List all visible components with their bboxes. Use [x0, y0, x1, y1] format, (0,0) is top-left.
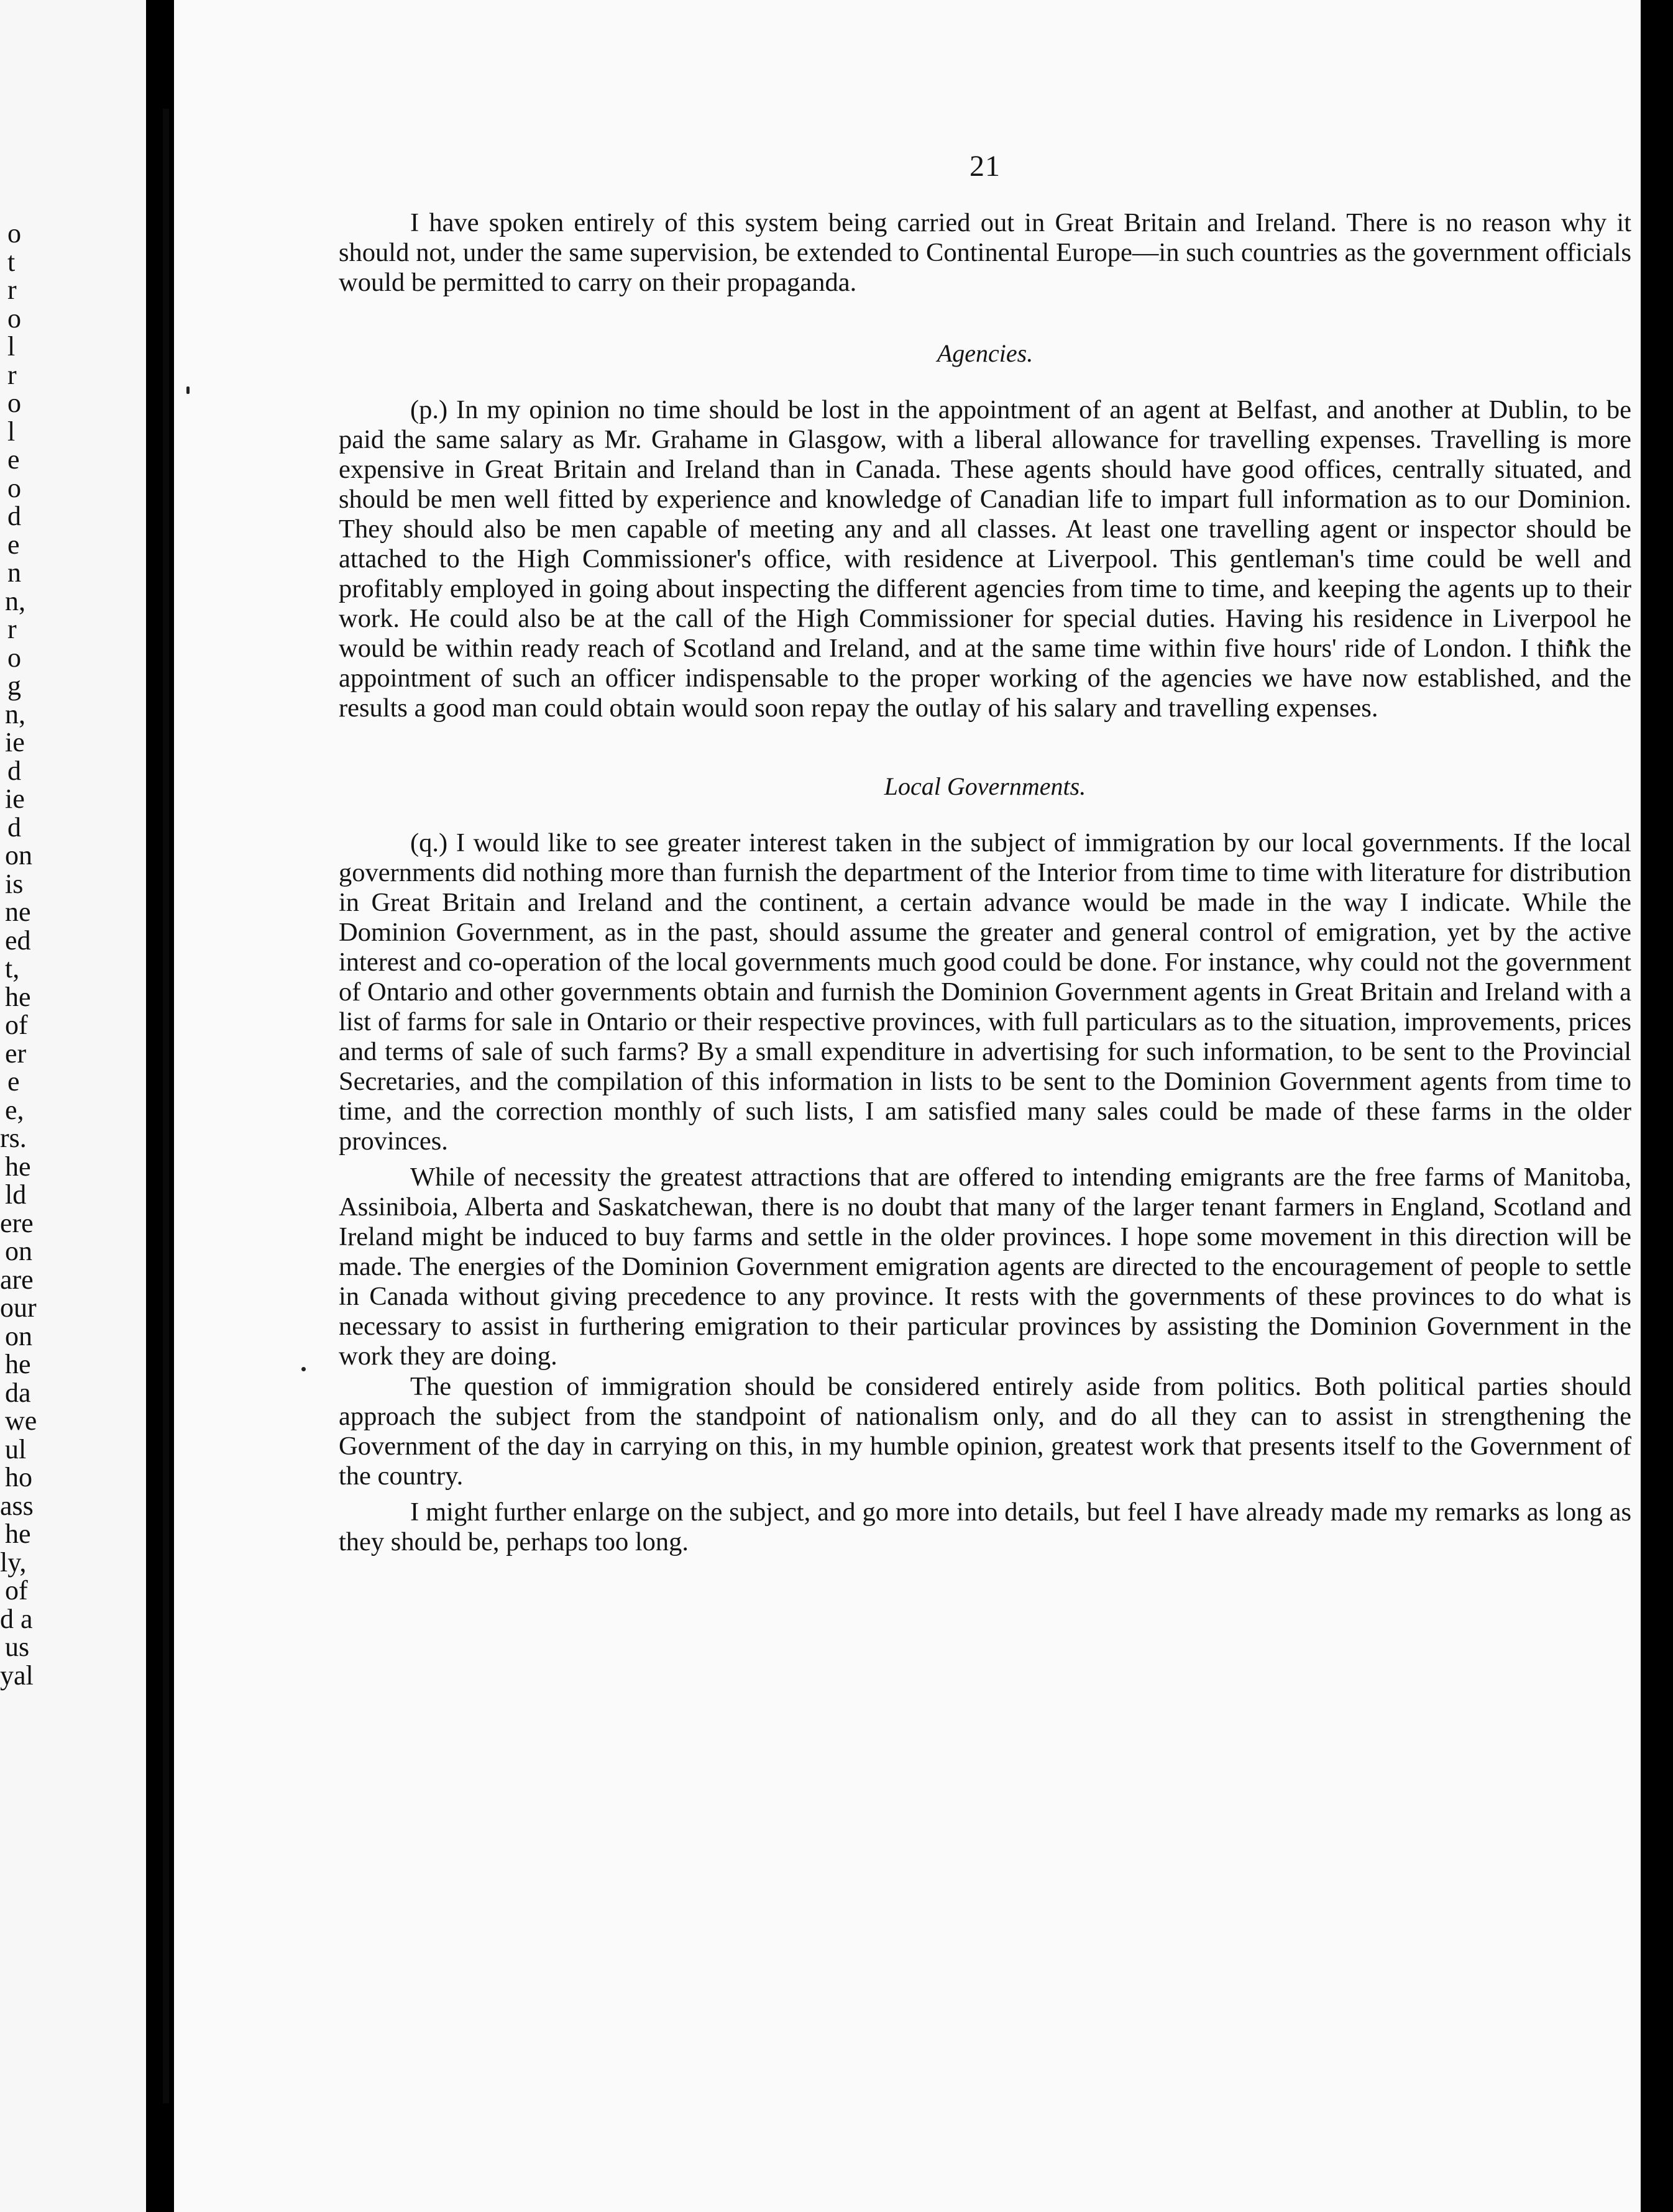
adjacent-page-fragment: ere: [0, 1207, 34, 1238]
local-governments-paragraph-3: The question of immigration should be considered entirely aside from politics. Both political parties should approach the subject from the standpoint of nationalism only, and do all they can to assist in strengthening the Government of the day in carrying on this, in my humble opinion, greatest work that presents itself to the Government of the country.: [339, 1371, 1631, 1491]
adjacent-page-fragment: o: [7, 388, 21, 418]
section-heading-local-governments: Local Governments.: [884, 772, 1086, 801]
adjacent-page-fragment: g: [7, 670, 21, 701]
adjacent-page-fragment: o: [7, 303, 21, 334]
intro-paragraph: I have spoken entirely of this system being carried out in Great Britain and Ireland. There is no reason why it should not, under the same supervision, be extended to Continental Europe—in such countries as the government officials would be permitted to carry on their propaganda.: [339, 208, 1631, 298]
adjacent-page-fragment: e: [7, 1066, 20, 1097]
adjacent-page-strip: [0, 0, 146, 2212]
adjacent-page-fragment: r: [7, 614, 17, 644]
adjacent-page-text-fragments: [0, 0, 146, 2212]
page-body: [339, 149, 1631, 1557]
document-page: [174, 0, 1641, 2212]
adjacent-page-fragment: of: [5, 1010, 28, 1040]
adjacent-page-fragment: are: [0, 1264, 34, 1295]
local-governments-paragraph-2: While of necessity the greatest attractions that are offered to intending emigrants are the free farms of Manitoba, Assiniboia, Alberta and Saskatchewan, there is no doubt that many of the larger tenant farmers in England, Scotland and Ireland might be induced to buy farms and settle in the older provinces. I hope some movement in this direction will be made. The energies of the Dominion Government emigration agents are directed to the encouragement of people to settle in Canada without giving precedence to any province. It rests with the governments of these provinces to do what is necessary to assist in furthering emigration to their particular provinces by assisting the Dominion Government in the work they are doing.: [339, 1163, 1631, 1371]
adjacent-page-fragment: ld: [5, 1179, 27, 1210]
adjacent-page-fragment: l: [7, 331, 16, 362]
adjacent-page-fragment: d: [7, 755, 21, 786]
adjacent-page-fragment: rs.: [0, 1123, 27, 1153]
adjacent-page-fragment: o: [7, 642, 21, 673]
adjacent-page-fragment: ie: [5, 727, 25, 757]
adjacent-page-fragment: er: [5, 1038, 27, 1069]
adjacent-page-fragment: da: [5, 1377, 31, 1408]
adjacent-page-fragment: l: [7, 416, 16, 447]
adjacent-page-fragment: he: [5, 1519, 31, 1549]
adjacent-page-fragment: on: [5, 1236, 32, 1266]
adjacent-page-fragment: d: [7, 501, 21, 531]
local-governments-paragraph-4: I might further enlarge on the subject, and go more into details, but feel I have already made my remarks as long as they should be, perhaps too long.: [339, 1497, 1631, 1556]
adjacent-page-fragment: n,: [5, 585, 25, 616]
adjacent-page-fragment: ly,: [0, 1547, 27, 1578]
print-speck: [301, 1367, 306, 1371]
adjacent-page-fragment: ie: [5, 784, 25, 814]
adjacent-page-fragment: t: [7, 246, 16, 277]
adjacent-page-fragment: ul: [5, 1433, 27, 1465]
adjacent-page-fragment: our: [0, 1292, 37, 1323]
adjacent-page-fragment: n,: [5, 698, 25, 729]
adjacent-page-fragment: we: [5, 1405, 37, 1436]
adjacent-page-fragment: ass: [0, 1490, 34, 1521]
adjacent-page-fragment: on: [5, 1320, 32, 1351]
agencies-paragraph: (p.) In my opinion no time should be lost in the appointment of an agent at Belfast, and another at Dublin, to be paid the same salary as Mr. Grahame in Glasgow, with a liberal allowance for travelling expenses. Travelling is more expensive in Great Britain and Ireland than in Canada. These agents should have good offices, centrally situated, and should be men well fitted by experience and knowledge of Canadian life to impart full information as to our Dominion. They should also be men capable of meeting any and all classes. At least one travelling agent or inspector should be attached to the High Commissioner's office, with residence at Liverpool. This gentleman's time could be well and profitably employed in going about inspecting the different agencies from time to time, and keeping the agents up to their work. He could also be at the call of the High Commissioner for special duties. Having his residence in Liverpool he would be within ready reach of Scotland and Ireland, and at the same time within five hours' ride of London. I think the appointment of such an officer indispensable to the proper working of the agencies we have now established, and the results a good man could obtain would soon repay the outlay of his salary and travelling expenses.: [339, 395, 1631, 723]
adjacent-page-fragment: he: [5, 981, 31, 1012]
page-number: 21: [969, 150, 1001, 183]
adjacent-page-fragment: e: [7, 529, 20, 560]
adjacent-page-fragment: r: [7, 359, 17, 390]
adjacent-page-fragment: ho: [5, 1462, 32, 1492]
adjacent-page-fragment: he: [5, 1151, 31, 1182]
adjacent-page-fragment: r: [7, 275, 17, 305]
adjacent-page-fragment: e,: [5, 1094, 24, 1125]
adjacent-page-fragment: us: [5, 1632, 30, 1662]
adjacent-page-fragment: t,: [5, 953, 20, 984]
adjacent-page-fragment: on: [5, 840, 32, 871]
section-heading-agencies: Agencies.: [937, 339, 1034, 368]
local-governments-paragraph-1: (q.) I would like to see greater interest taken in the subject of immigration by our local governments. If the local governments did nothing more than furnish the department of the Interior from time to time with literature for distribution in Great Britain and Ireland and the continent, a certain advance would be made in the way I indicate. While the Dominion Government, as in the past, should assume the greater and general control of emigration, yet by the active interest and co-operation of the local governments much good could be done. For instance, why could not the government of Ontario and other governments obtain and furnish the Dominion Government agents in Great Britain and Ireland with a list of farms for sale in Ontario or their respective provinces, with full particulars as to the situation, improvements, prices and terms of sale of such farms? By a small expenditure in advertising for such information, to be sent to the Provincial Secretaries, and the compilation of this information in lists to be sent to the Dominion Government agents from time to time, and the correction monthly of such lists, I am satisfied many sales could be made of these farms in the older provinces.: [339, 828, 1631, 1156]
page-gutter: [163, 109, 169, 2103]
adjacent-page-fragment: ed: [5, 925, 31, 956]
adjacent-page-fragment: o: [7, 218, 21, 249]
adjacent-page-fragment: of: [5, 1575, 28, 1606]
adjacent-page-fragment: o: [7, 472, 21, 503]
adjacent-page-fragment: d: [7, 811, 21, 843]
adjacent-page-fragment: he: [5, 1349, 31, 1379]
adjacent-page-fragment: is: [5, 868, 24, 899]
adjacent-page-fragment: n: [7, 557, 21, 588]
adjacent-page-fragment: e: [7, 444, 20, 475]
adjacent-page-fragment: ne: [5, 897, 31, 927]
adjacent-page-fragment: d a: [0, 1603, 33, 1634]
adjacent-page-fragment: yal: [0, 1660, 34, 1691]
print-speck: [186, 386, 190, 394]
